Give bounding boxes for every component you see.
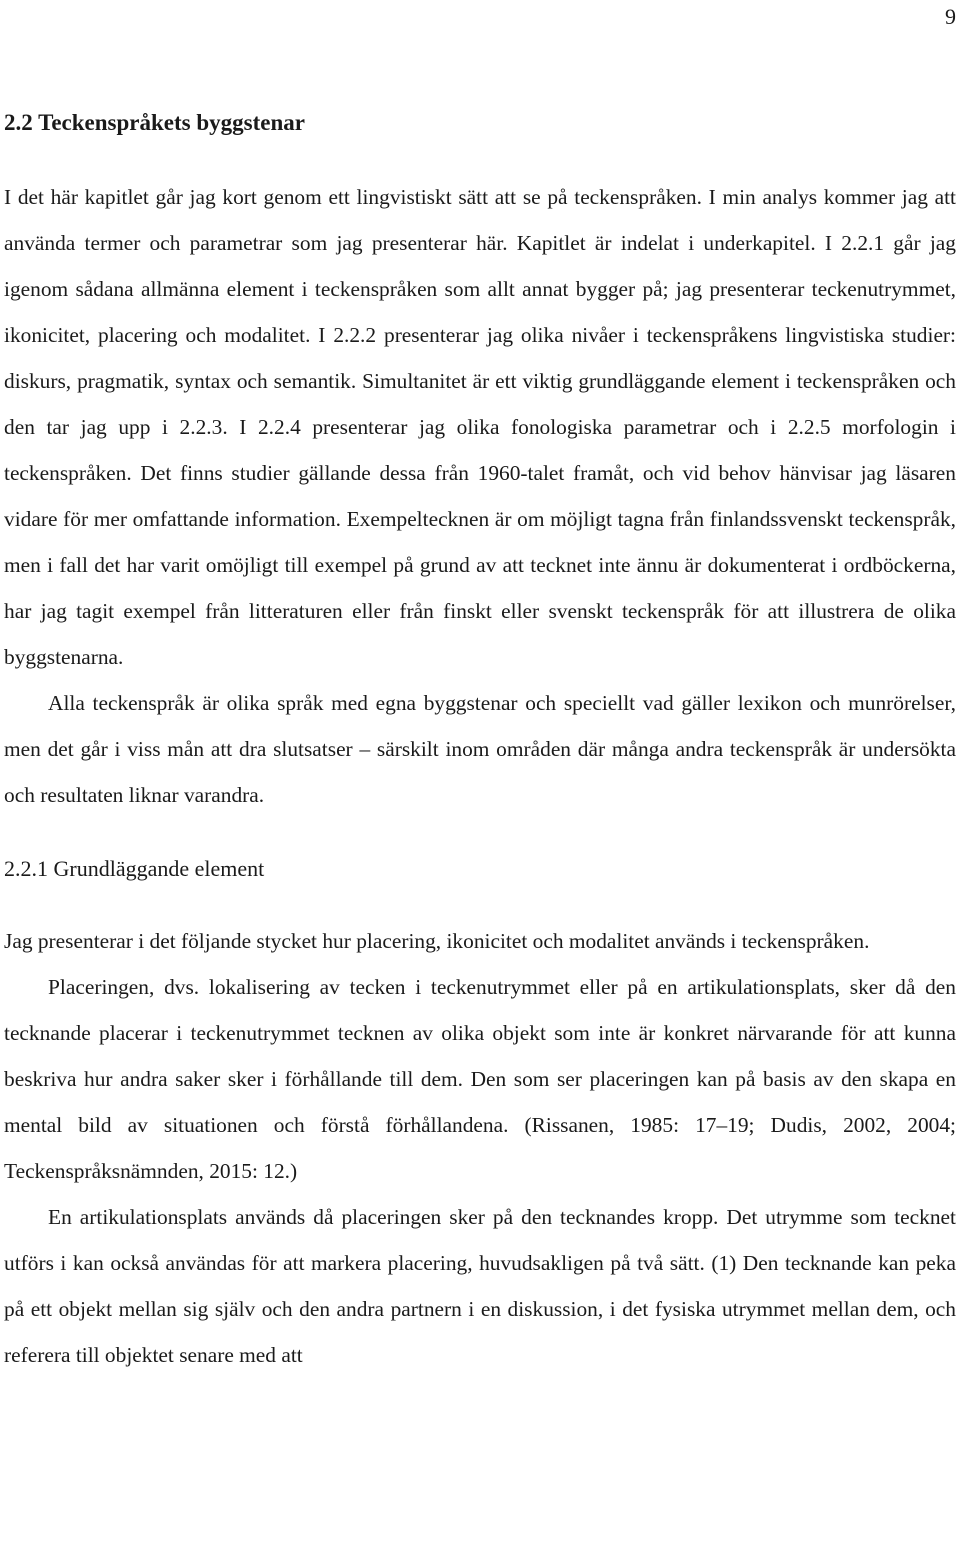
- intro-paragraph: I det här kapitlet går jag kort genom ett lingvistiskt sätt att se på teckenspråken. I min analys kommer jag att använda termer och parametrar som jag presenterar här. Kapitlet är indelat i underkapitel. I 2.2.1 går jag igenom sådana allmänna element i teckenspråken som allt annat bygger på; jag presenterar teckenutrymmet, ikonicitet, placering och modalitet. I 2.2.2 presenterar jag olika nivåer i teckenspråkens lingvistiska studier: diskurs, pragmatik, syntax och semantik. Simultanitet är ett viktig grundläggande element i teckenspråken och den tar jag upp i 2.2.3. I 2.2.4 presenterar jag olika fonologiska parametrar och i 2.2.5 morfologin i teckenspråken. Det finns studier gällande dessa från 1960-talet framåt, och vid behov hänvisar jag läsaren vidare för mer omfattande information. Exempeltecknen är om möjligt tagna från finlandssvenskt teckenspråk, men i fall det har varit omöjligt till exempel på grund av att tecknet inte ännu är dokumenterat i ordböckerna, har jag tagit exempel från litteraturen eller från finskt eller svenskt teckenspråk för att illustrera de olika byggstenarna.: [4, 185, 956, 669]
- subsection-heading: 2.2.1 Grundläggande element: [4, 856, 265, 881]
- section-heading: 2.2 Teckenspråkets byggstenar: [4, 110, 305, 135]
- document-body: [4, 106, 956, 1378]
- languages-paragraph: Alla teckenspråk är olika språk med egna byggstenar och speciellt vad gäller lexikon och munrörelser, men det går i viss mån att dra slutsatser – särskilt inom områden där många andra teckenspråk är undersökta och resultaten liknar varandra.: [4, 691, 956, 807]
- placement-paragraph: Placeringen, dvs. lokalisering av tecken i teckenutrymmet eller på en artikulationsplats, sker då den tecknande placerar i teckenutrymmet tecknen av olika objekt som inte är konkret närvarande för att kunna beskriva hur andra saker sker i förhållande till dem. Den som ser placeringen kan på basis av den skapa en mental bild av situationen och förstå förhållandena. (Rissanen, 1985: 17–19; Dudis, 2002, 2004; Teckenspråksnämnden, 2015: 12.): [4, 975, 956, 1183]
- articulation-paragraph: En artikulationsplats används då placeringen sker på den tecknandes kropp. Det utrymme som tecknet utförs i kan också användas för att markera placering, huvudsakligen på två sätt. (1) Den tecknande kan peka på ett objekt mellan sig själv och den andra partnern i en diskussion, i det fysiska utrymmet mellan dem, och referera till objektet senare med att: [4, 1205, 956, 1367]
- subsection-intro-paragraph: Jag presenterar i det följande stycket hur placering, ikonicitet och modalitet används i teckenspråken.: [4, 929, 870, 953]
- page-number: 9: [945, 4, 956, 29]
